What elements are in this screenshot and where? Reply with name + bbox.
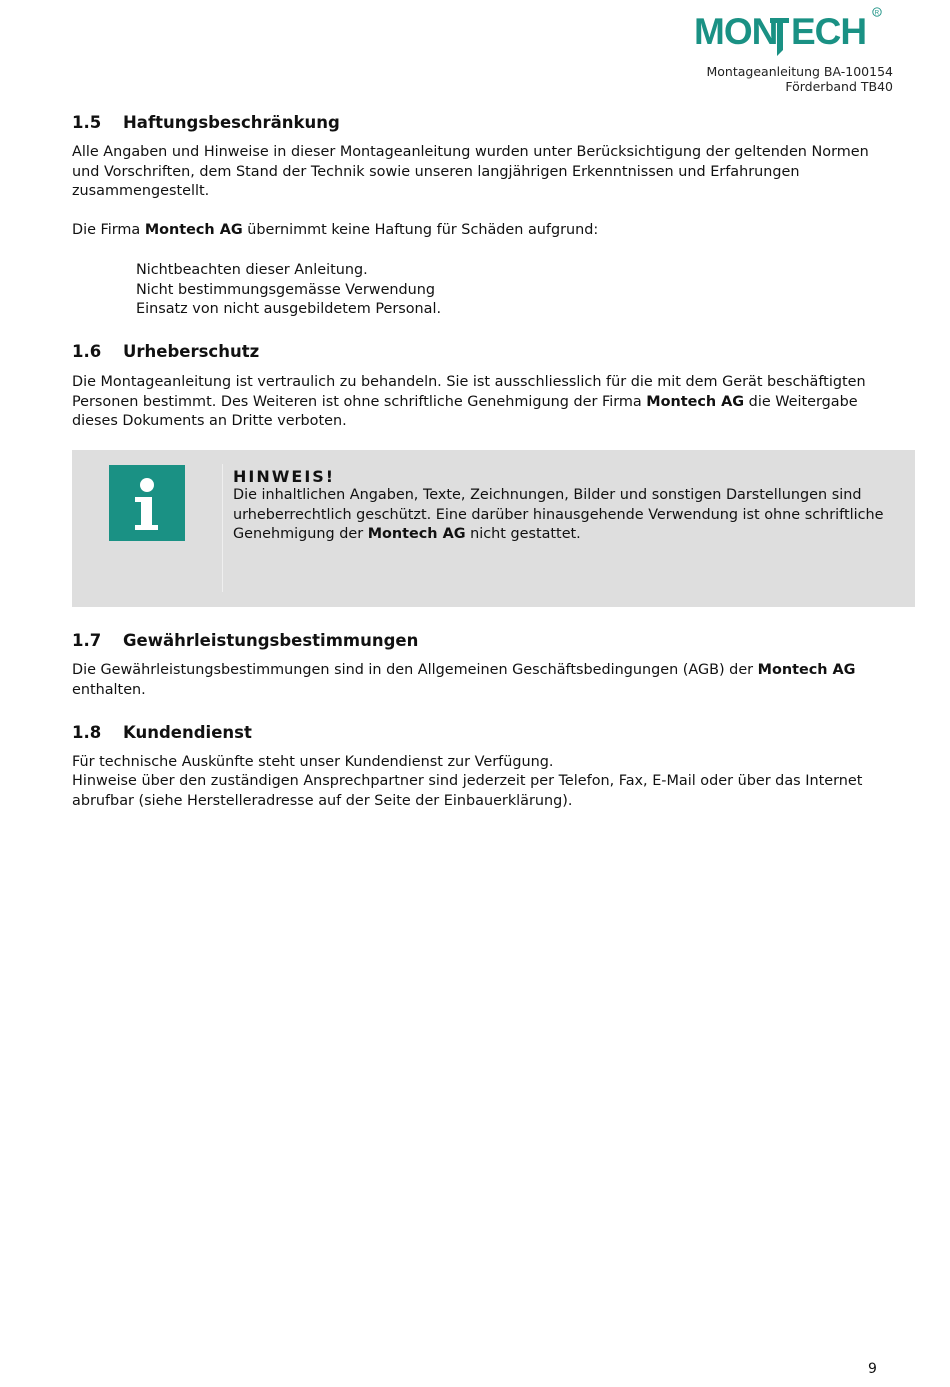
section-number: 1.5 xyxy=(72,113,102,132)
section-number: 1.8 xyxy=(72,723,102,742)
svg-text:ECH: ECH xyxy=(791,11,867,52)
company-name: Montech AG xyxy=(757,662,856,678)
company-name: Montech AG xyxy=(367,526,466,542)
section-title: Gewährleistungsbestimmungen xyxy=(123,631,419,650)
notice-title: HINWEIS! xyxy=(233,467,336,486)
liability-list xyxy=(136,261,441,320)
paragraph-warranty: Die Gewährleistungsbestimmungen sind in den Allgemeinen Geschäftsbedingungen (AGB) der Montech AG enthalten. xyxy=(72,662,856,698)
section-heading-1-6 xyxy=(72,342,259,362)
section-title: Haftungsbeschränkung xyxy=(123,113,340,132)
list-item: Nicht bestimmungsgemässe Verwendung xyxy=(136,281,436,298)
company-name: Montech AG xyxy=(144,222,243,238)
doc-subtitle: Förderband TB40 xyxy=(785,79,893,94)
document-meta xyxy=(707,64,894,94)
info-icon xyxy=(109,465,185,541)
notice-box xyxy=(72,450,915,607)
montech-logo-icon xyxy=(694,6,884,58)
paragraph-liability-disclaimer: Die Firma Montech AG übernimmt keine Haftung für Schäden aufgrund: xyxy=(72,222,599,238)
list-item: Nichtbeachten dieser Anleitung. xyxy=(136,262,368,278)
paragraph-customer-service-2: Hinweise über den zuständigen Ansprechpartner sind jederzeit per Telefon, Fax, E-Mail oder über das Internet abrufbar (siehe Herstelleradresse auf der Seite der Einbauerklärung). xyxy=(72,773,863,809)
section-title: Urheberschutz xyxy=(123,342,260,361)
section-title: Kundendienst xyxy=(123,723,252,742)
section-heading-1-7 xyxy=(72,631,418,651)
section-number: 1.7 xyxy=(72,631,102,650)
company-name: Montech AG xyxy=(646,393,745,410)
page-number: 9 xyxy=(868,1361,877,1377)
paragraph-copyright: Die Montageanleitung ist vertraulich zu behandeln. Sie ist ausschliesslich für die mit dem Gerät beschäftigten Personen bestimmt. Des Weiteren ist ohne schriftliche Genehmigung der Firma Montech AG die Weitergabe dieses Dokuments an Dritte verboten. xyxy=(72,374,866,429)
paragraph-customer-service-1: Für technische Auskünfte steht unser Kundendienst zur Verfügung. xyxy=(72,754,554,770)
section-heading-1-8 xyxy=(72,723,252,743)
paragraph-liability-intro: Alle Angaben und Hinweise in dieser Montageanleitung wurden unter Berücksichtigung der geltenden Normen und Vorschriften, dem Stand der Technik sowie unseren langjährigen Erkenntnissen und Erfahrungen zusammengestellt. xyxy=(72,144,869,199)
svg-text:MON: MON xyxy=(694,11,778,52)
section-heading-1-5 xyxy=(72,113,340,133)
svg-text:R: R xyxy=(874,10,880,17)
list-item: Einsatz von nicht ausgebildetem Personal. xyxy=(136,301,442,317)
doc-title: Montageanleitung BA-100154 xyxy=(706,64,893,79)
notice-text: Die inhaltlichen Angaben, Texte, Zeichnungen, Bilder und sonstigen Darstellungen sind urheberrechtlich geschützt. Eine darüber hinausgehende Verwendung ist ohne schriftliche Genehmigung der Montech AG nicht gestattet. xyxy=(233,487,884,542)
section-number: 1.6 xyxy=(72,342,102,361)
notice-divider xyxy=(222,464,223,592)
company-logo xyxy=(694,6,884,58)
